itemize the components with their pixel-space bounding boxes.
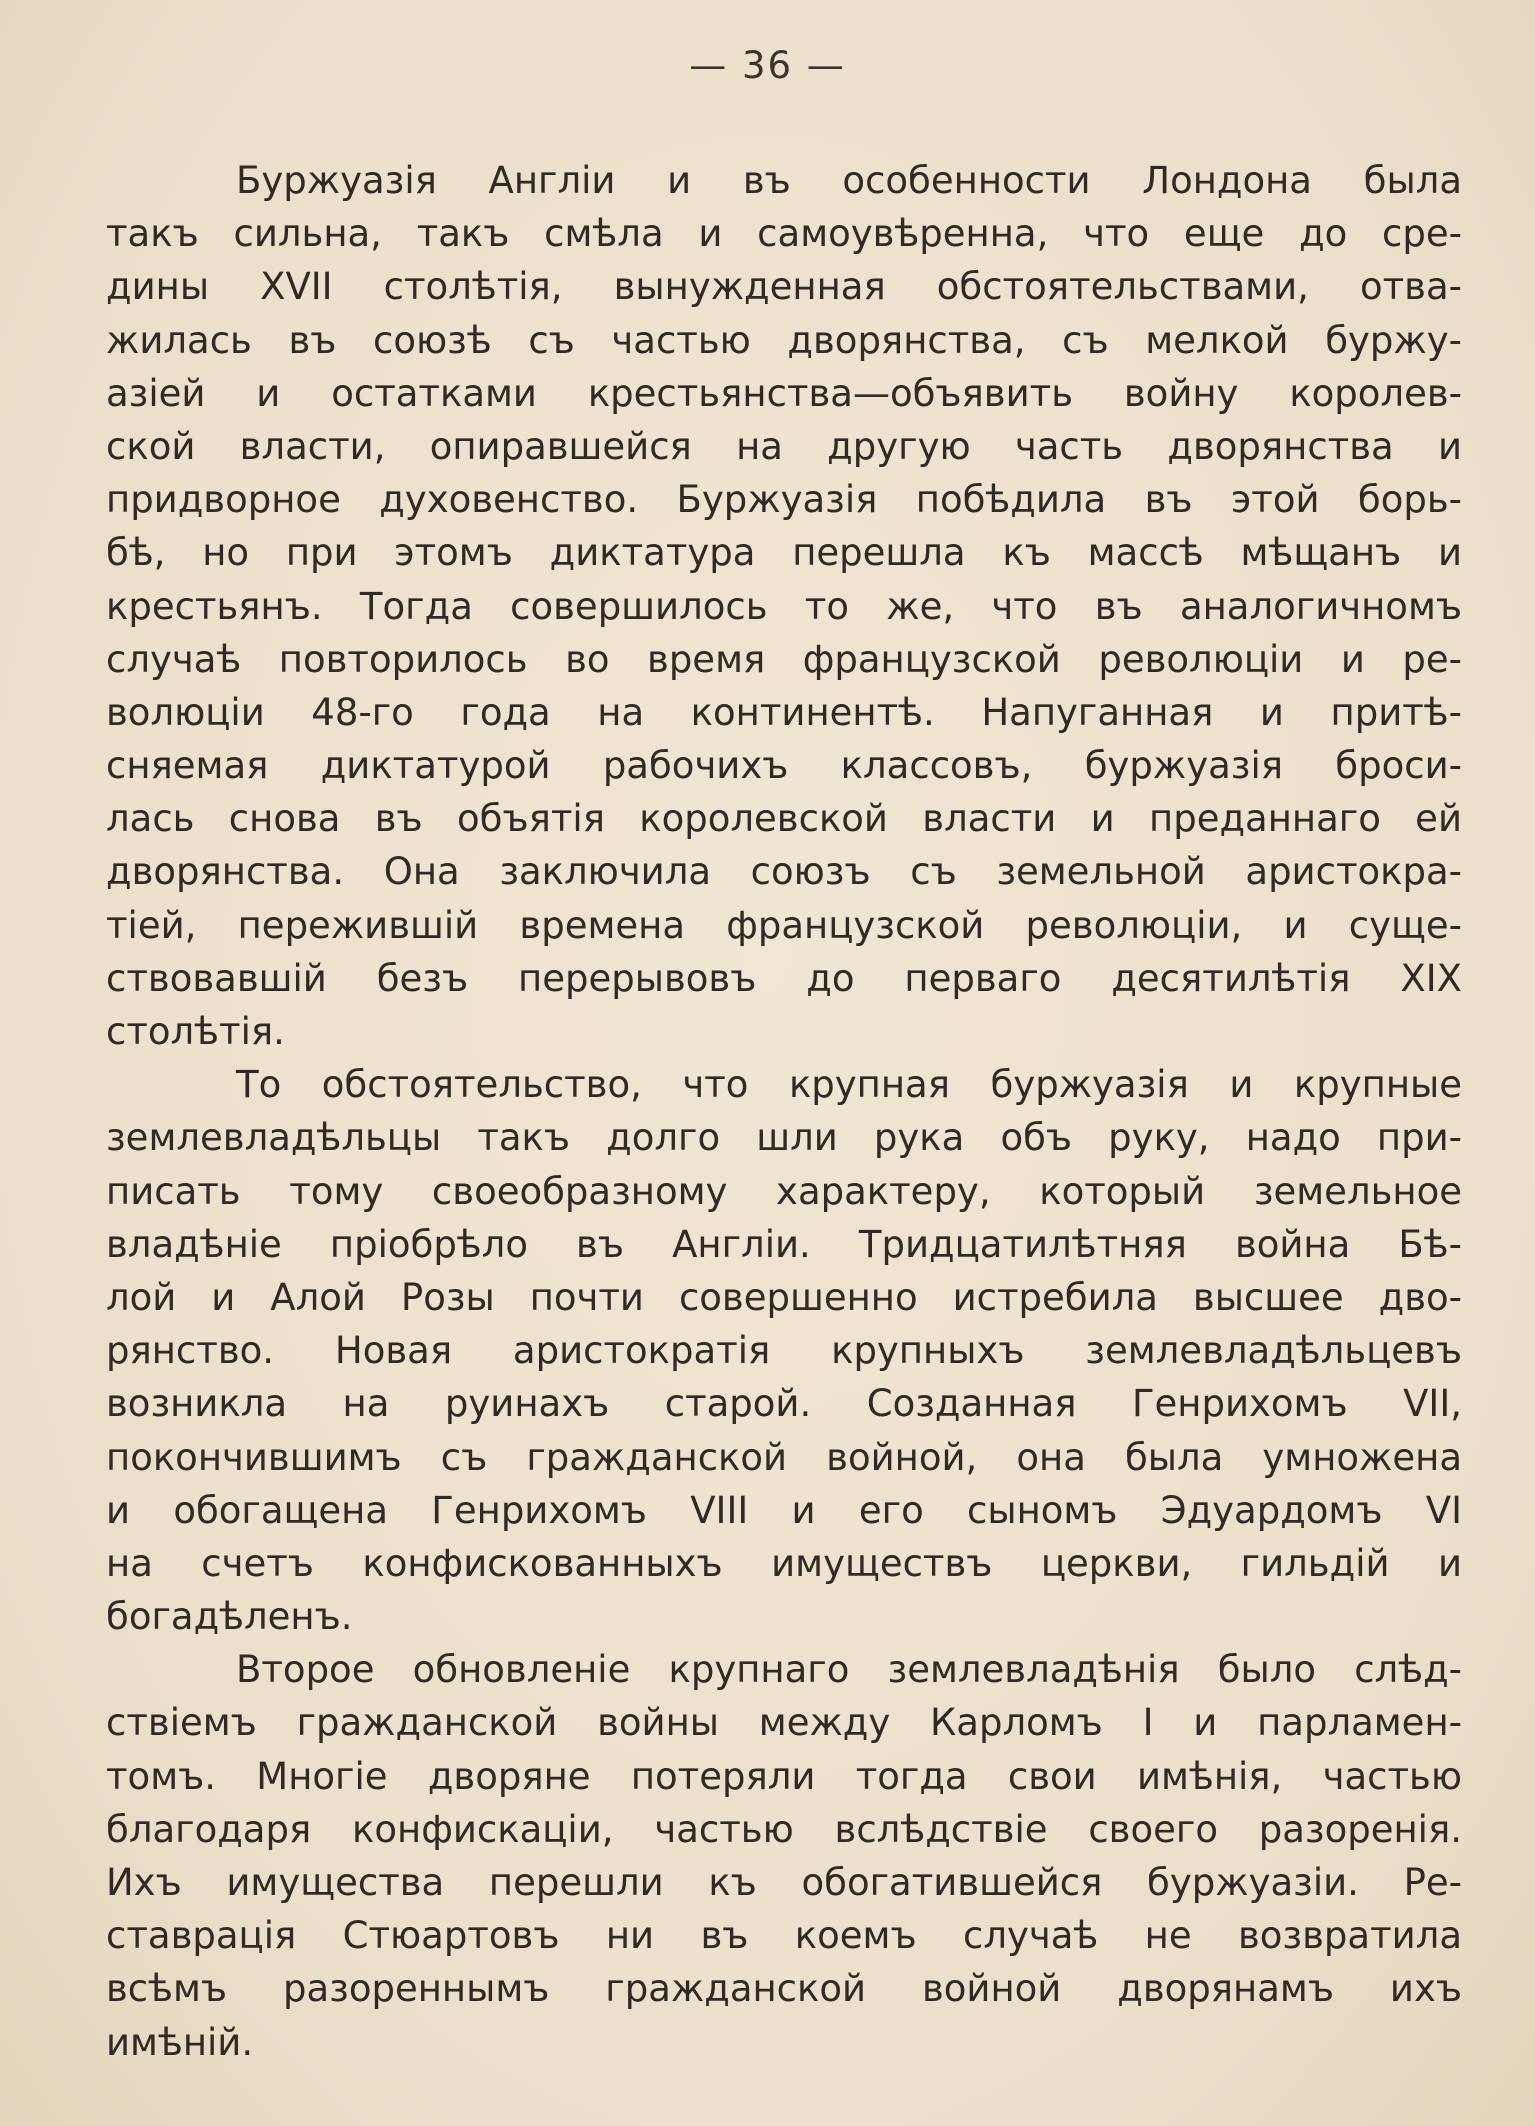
text-line: То обстоятельство, что крупная буржуазія и крупные [236,1063,1462,1107]
text-line: жилась въ союзѣ съ частью дворянства, съ мелкой буржу- [106,318,1462,362]
text-line: и обогащена Генрихомъ VIII и его сыномъ Эдуардомъ VI [106,1488,1462,1532]
text-line: томъ. Многіе дворяне потеряли тогда свои имѣнія, частью [106,1754,1462,1798]
text-line: ской власти, опиравшейся на другую часть дворянства и [106,424,1462,468]
text-line: дворянства. Она заключила союзъ съ земельной аристокра- [106,850,1462,894]
page-number: — 36 — [689,44,846,87]
text-line: Второе обновленіе крупнаго землевладѣнія было слѣд- [236,1648,1462,1692]
text-line: возникла на руинахъ старой. Созданная Генрихомъ VII, [106,1382,1462,1426]
text-line: волюціи 48-го года на континентѣ. Напуганная и притѣ- [106,690,1462,734]
text-line: богадѣленъ. [106,1595,353,1639]
paragraph [106,1058,1462,1643]
text-line: такъ сильна, такъ смѣла и самоувѣренна, что еще до сре- [106,212,1462,256]
text-line: сняемая диктатурой рабочихъ классовъ, буржуазія броси- [106,744,1462,788]
text-body [106,154,1462,2069]
text-line: азіей и остатками крестьянства—объявить войну королев- [106,371,1462,415]
text-line: владѣніе пріобрѣло въ Англіи. Тридцатилѣтняя война Бѣ- [106,1222,1462,1266]
text-line: землевладѣльцы такъ долго шли рука объ руку, надо при- [106,1116,1462,1160]
text-line: случаѣ повторилось во время французской революціи и ре- [106,637,1462,681]
text-line: Буржуазія Англіи и въ особенности Лондона была [236,159,1462,202]
text-line: столѣтія. [106,1010,285,1053]
text-line: крестьянъ. Тогда совершилось то же, что въ аналогичномъ [106,584,1462,628]
text-line: благодаря конфискаціи, частью вслѣдствіе своего разоренія. [106,1807,1462,1851]
text-line: рянство. Новая аристократія крупныхъ землевладѣльцевъ [106,1329,1462,1373]
text-line: ствіемъ гражданской войны между Карломъ I и парламен- [106,1701,1462,1745]
paragraph [106,154,1462,1058]
text-line: придворное духовенство. Буржуазія побѣдила въ этой борь- [106,478,1462,522]
text-line: на счетъ конфискованныхъ имуществъ церкви, гильдій и [106,1541,1462,1585]
text-line: лась снова въ объятія королевской власти и преданнаго ей [106,797,1462,841]
text-line: всѣмъ разореннымъ гражданской войной дворянамъ ихъ [106,1967,1462,2011]
text-line: имѣній. [106,2020,254,2064]
text-line: лой и Алой Розы почти совершенно истребила высшее дво- [106,1275,1462,1319]
text-line: дины XVII столѣтія, вынужденная обстоятельствами, отва- [106,265,1462,309]
text-line: покончившимъ съ гражданской войной, она была умножена [106,1435,1462,1479]
text-line: ставрація Стюартовъ ни въ коемъ случаѣ не возвратила [106,1914,1462,1958]
text-line: тіей, пережившій времена французской революціи, и суще- [106,903,1462,947]
text-line: бѣ, но при этомъ диктатура перешла къ массѣ мѣщанъ и [106,531,1462,575]
text-line: ствовавшій безъ перерывовъ до перваго десятилѣтія XIX [106,956,1462,1000]
text-line: Ихъ имущества перешли къ обогатившейся буржуазіи. Ре- [106,1861,1462,1904]
paragraph [106,1643,1462,2069]
text-line: писать тому своеобразному характеру, который земельное [106,1169,1462,1213]
